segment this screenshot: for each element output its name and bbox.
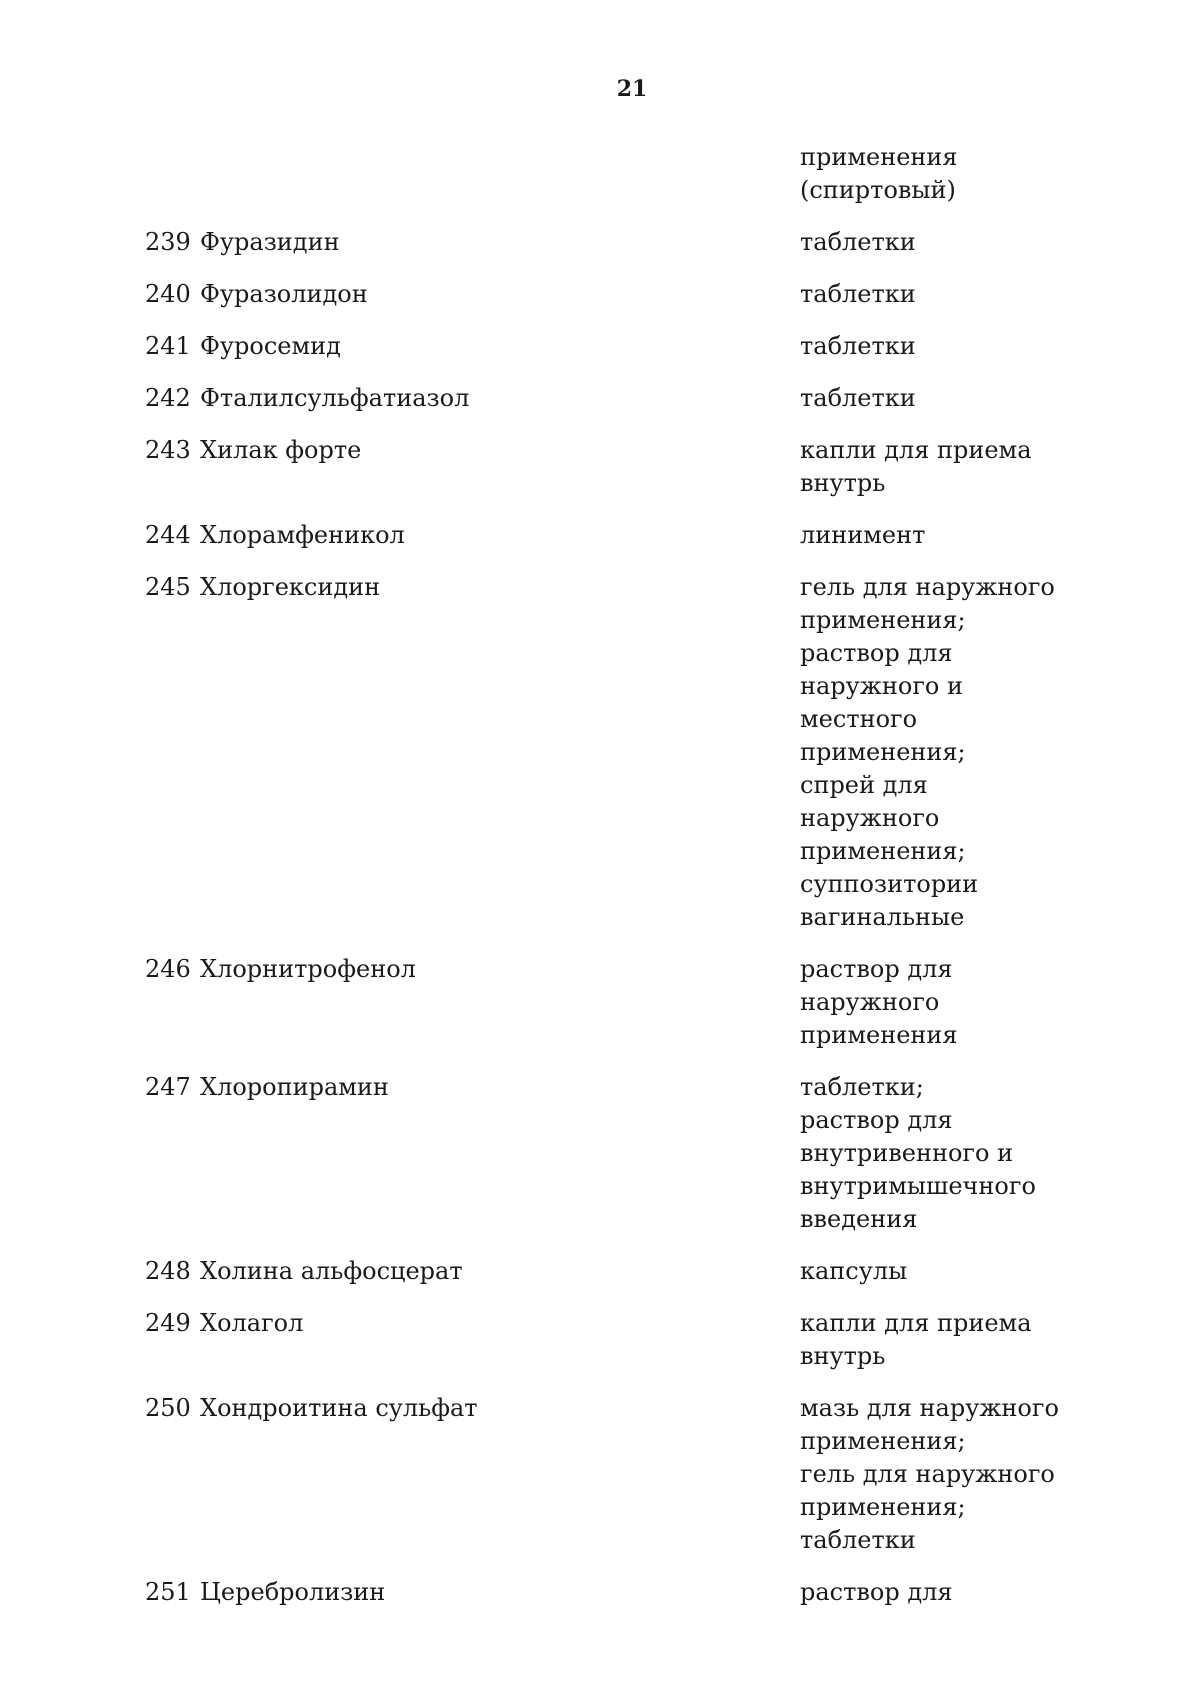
table-row	[0, 953, 1200, 1052]
dosage-form-line: таблетки	[800, 228, 916, 256]
dosage-form-line: гель для наружного	[800, 1460, 1055, 1488]
dosage-form	[800, 1255, 1120, 1288]
dosage-form-line: капли для приема	[800, 1309, 1032, 1337]
drug-name: Фуросемид	[200, 332, 341, 360]
row-number: 248	[145, 1257, 191, 1285]
dosage-form	[800, 571, 1120, 934]
table-row	[0, 226, 1200, 259]
dosage-form-line: спрей для	[800, 771, 928, 799]
drug-name: Фталилсульфатиазол	[200, 384, 470, 412]
dosage-form-line: применения;	[800, 606, 966, 634]
dosage-form-line: таблетки;	[800, 1073, 924, 1101]
dosage-form-line: линимент	[800, 521, 926, 549]
table-row	[0, 519, 1200, 552]
dosage-form-line: введения	[800, 1205, 918, 1233]
row-number: 247	[145, 1073, 191, 1101]
dosage-form	[800, 382, 1120, 415]
dosage-form-line: раствор для	[800, 955, 953, 983]
dosage-form-line: таблетки	[800, 1526, 916, 1554]
dosage-form	[800, 1071, 1120, 1236]
row-number: 245	[145, 573, 191, 601]
table-row	[0, 1071, 1200, 1236]
dosage-form-line: применения;	[800, 1493, 966, 1521]
dosage-form-line: наружного и	[800, 672, 963, 700]
row-number: 246	[145, 955, 191, 983]
dosage-form-line: местного	[800, 705, 918, 733]
dosage-form-line: раствор для	[800, 1106, 953, 1134]
dosage-form-line: внутрь	[800, 1342, 886, 1370]
table-row	[0, 141, 1200, 207]
row-number: 241	[145, 332, 191, 360]
dosage-form-line: наружного	[800, 988, 940, 1016]
drug-name: Холина альфосцерат	[200, 1257, 463, 1285]
dosage-form-line: (спиртовый)	[800, 176, 956, 204]
page-number: 21	[616, 76, 648, 102]
row-number: 240	[145, 280, 191, 308]
dosage-form	[800, 141, 1120, 207]
dosage-form	[800, 1307, 1120, 1373]
dosage-form	[800, 1576, 1120, 1609]
dosage-form	[800, 226, 1120, 259]
dosage-form-line: капсулы	[800, 1257, 908, 1285]
drug-name: Хлоропирамин	[200, 1073, 389, 1101]
table-row	[0, 571, 1200, 934]
drug-name: Церебролизин	[200, 1578, 386, 1606]
row-number: 239	[145, 228, 191, 256]
drug-name: Хлорамфеникол	[200, 521, 405, 549]
table-row	[0, 1392, 1200, 1557]
dosage-form	[800, 434, 1120, 500]
dosage-form-line: таблетки	[800, 280, 916, 308]
row-number: 242	[145, 384, 191, 412]
dosage-form-line: мазь для наружного	[800, 1394, 1059, 1422]
table-row	[0, 1307, 1200, 1373]
dosage-form-line: внутрь	[800, 469, 886, 497]
table-row	[0, 1255, 1200, 1288]
row-number: 251	[145, 1578, 191, 1606]
drug-name: Хилак форте	[200, 436, 362, 464]
drug-name: Фуразолидон	[200, 280, 368, 308]
table-row	[0, 382, 1200, 415]
dosage-form-line: применения	[800, 1021, 958, 1049]
drug-table	[0, 141, 1200, 1628]
dosage-form-line: суппозитории	[800, 870, 979, 898]
dosage-form	[800, 1392, 1120, 1557]
dosage-form-line: внутривенного и	[800, 1139, 1014, 1167]
dosage-form	[800, 953, 1120, 1052]
row-number: 249	[145, 1309, 191, 1337]
row-number: 250	[145, 1394, 191, 1422]
dosage-form-line: таблетки	[800, 332, 916, 360]
row-number: 244	[145, 521, 191, 549]
table-row	[0, 330, 1200, 363]
drug-name: Хондроитина сульфат	[200, 1394, 478, 1422]
dosage-form-line: раствор для	[800, 1578, 953, 1606]
drug-name: Хлорнитрофенол	[200, 955, 416, 983]
drug-name: Холагол	[200, 1309, 304, 1337]
dosage-form	[800, 278, 1120, 311]
dosage-form-line: раствор для	[800, 639, 953, 667]
dosage-form-line: гель для наружного	[800, 573, 1055, 601]
dosage-form-line: вагинальные	[800, 903, 965, 931]
dosage-form-line: применения	[800, 143, 958, 171]
row-number: 243	[145, 436, 191, 464]
dosage-form-line: таблетки	[800, 384, 916, 412]
table-row	[0, 278, 1200, 311]
dosage-form-line: применения;	[800, 1427, 966, 1455]
dosage-form-line: применения;	[800, 738, 966, 766]
drug-name: Фуразидин	[200, 228, 340, 256]
table-row	[0, 1576, 1200, 1609]
dosage-form-line: применения;	[800, 837, 966, 865]
dosage-form	[800, 330, 1120, 363]
dosage-form-line: капли для приема	[800, 436, 1032, 464]
dosage-form	[800, 519, 1120, 552]
drug-name: Хлоргексидин	[200, 573, 381, 601]
dosage-form-line: наружного	[800, 804, 940, 832]
dosage-form-line: внутримышечного	[800, 1172, 1036, 1200]
table-row	[0, 434, 1200, 500]
